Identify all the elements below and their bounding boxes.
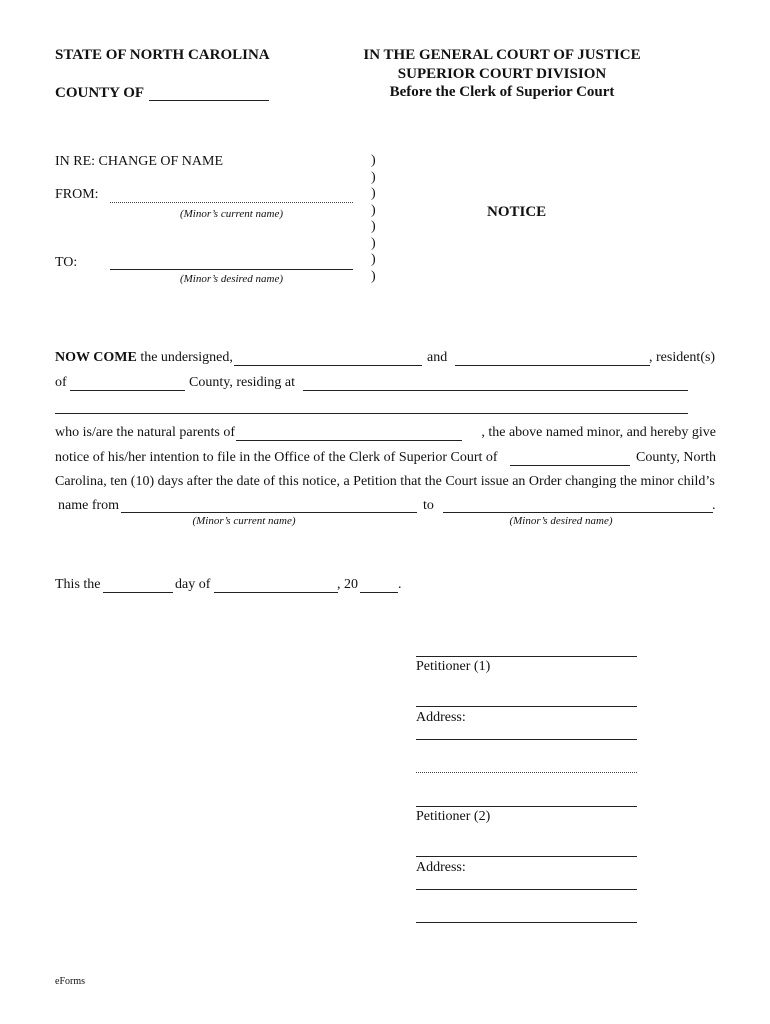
- caption-paren: ): [371, 235, 376, 251]
- address1-line-2[interactable]: [416, 772, 637, 773]
- residence-address-line[interactable]: [303, 390, 688, 391]
- year-prefix-text: , 20: [337, 577, 358, 592]
- caption-paren: ): [371, 169, 376, 185]
- notice-title: NOTICE: [487, 204, 547, 220]
- address2-label: Address:: [416, 860, 466, 875]
- current-name-hint: (Minor’s current name): [192, 515, 296, 527]
- to-name-hint: (Minor’s desired name): [179, 273, 284, 285]
- petitioner1-signature-line[interactable]: [416, 656, 637, 657]
- caption-paren: ): [371, 186, 376, 201]
- day-of-text: day of: [175, 577, 211, 592]
- desired-name-line[interactable]: [443, 512, 713, 513]
- state-heading: STATE OF NORTH CAROLINA: [55, 47, 270, 63]
- caption-paren: ): [371, 219, 376, 234]
- from-label: FROM:: [55, 187, 99, 202]
- county-label: COUNTY OF: [55, 85, 145, 101]
- county-residing-text: County, residing at: [189, 375, 296, 390]
- of-text: of: [55, 375, 67, 390]
- clerk-county-line[interactable]: [510, 465, 630, 466]
- month-line[interactable]: [214, 592, 338, 593]
- petitioner2-label: Petitioner (2): [416, 809, 491, 824]
- court-heading-line1: IN THE GENERAL COURT OF JUSTICE: [363, 47, 641, 63]
- now-come-text: NOW COME: [55, 350, 137, 365]
- this-the-text: This the: [55, 577, 101, 592]
- notice-intent-text: notice of his/her intention to file in the Office of the Clerk of Superior Court of: [55, 450, 498, 465]
- above-named-text: , the above named minor, and hereby give: [481, 425, 716, 440]
- county-input-line[interactable]: [149, 100, 269, 101]
- address1-line-1[interactable]: [416, 739, 637, 740]
- year-line[interactable]: [360, 592, 398, 593]
- date-period: .: [398, 577, 402, 592]
- current-name-line[interactable]: [121, 512, 417, 513]
- to-label: TO:: [55, 255, 78, 270]
- petitioner1-label: Petitioner (1): [416, 659, 491, 674]
- footer-brand: eForms: [55, 976, 85, 987]
- petitioner2-signature-line[interactable]: [416, 806, 637, 807]
- minor-name-line[interactable]: [236, 440, 462, 441]
- undersigned-text: the undersigned,: [140, 350, 233, 365]
- petitioner1-separator: [416, 706, 637, 707]
- in-re-label: IN RE: CHANGE OF NAME: [55, 154, 223, 169]
- from-name-line[interactable]: [110, 202, 353, 203]
- natural-parents-text: who is/are the natural parents of: [55, 425, 235, 440]
- and-text: and: [427, 350, 448, 365]
- county-residence-line[interactable]: [70, 390, 185, 391]
- address2-line-2[interactable]: [416, 922, 637, 923]
- residents-text: , resident(s): [649, 350, 716, 365]
- name-period: .: [712, 498, 716, 513]
- carolina-petition-text: Carolina, ten (10) days after the date of this notice, a Petition that the Court issue an Order changing the minor child’s: [55, 474, 715, 489]
- to-name-line[interactable]: [110, 269, 353, 270]
- day-line[interactable]: [103, 592, 173, 593]
- address1-label: Address:: [416, 710, 466, 725]
- caption-paren: ): [371, 202, 376, 218]
- court-heading-line2: SUPERIOR COURT DIVISION: [397, 66, 607, 82]
- from-name-hint: (Minor’s current name): [179, 208, 284, 220]
- caption-paren: ): [371, 252, 376, 267]
- petitioner2-name-line[interactable]: [455, 365, 650, 366]
- address2-line-1[interactable]: [416, 889, 637, 890]
- now-come-line: [55, 350, 233, 366]
- petitioner2-separator: [416, 856, 637, 857]
- to-text: to: [423, 498, 434, 513]
- name-from-text: name from: [58, 498, 120, 513]
- county-north-text: County, North: [636, 450, 716, 465]
- court-heading-line3: Before the Clerk of Superior Court: [389, 84, 615, 100]
- caption-paren: ): [371, 268, 376, 284]
- residence-address-line-2[interactable]: [55, 413, 688, 414]
- petitioner1-name-line[interactable]: [234, 365, 422, 366]
- desired-name-hint: (Minor’s desired name): [509, 515, 613, 527]
- caption-paren: ): [371, 153, 376, 168]
